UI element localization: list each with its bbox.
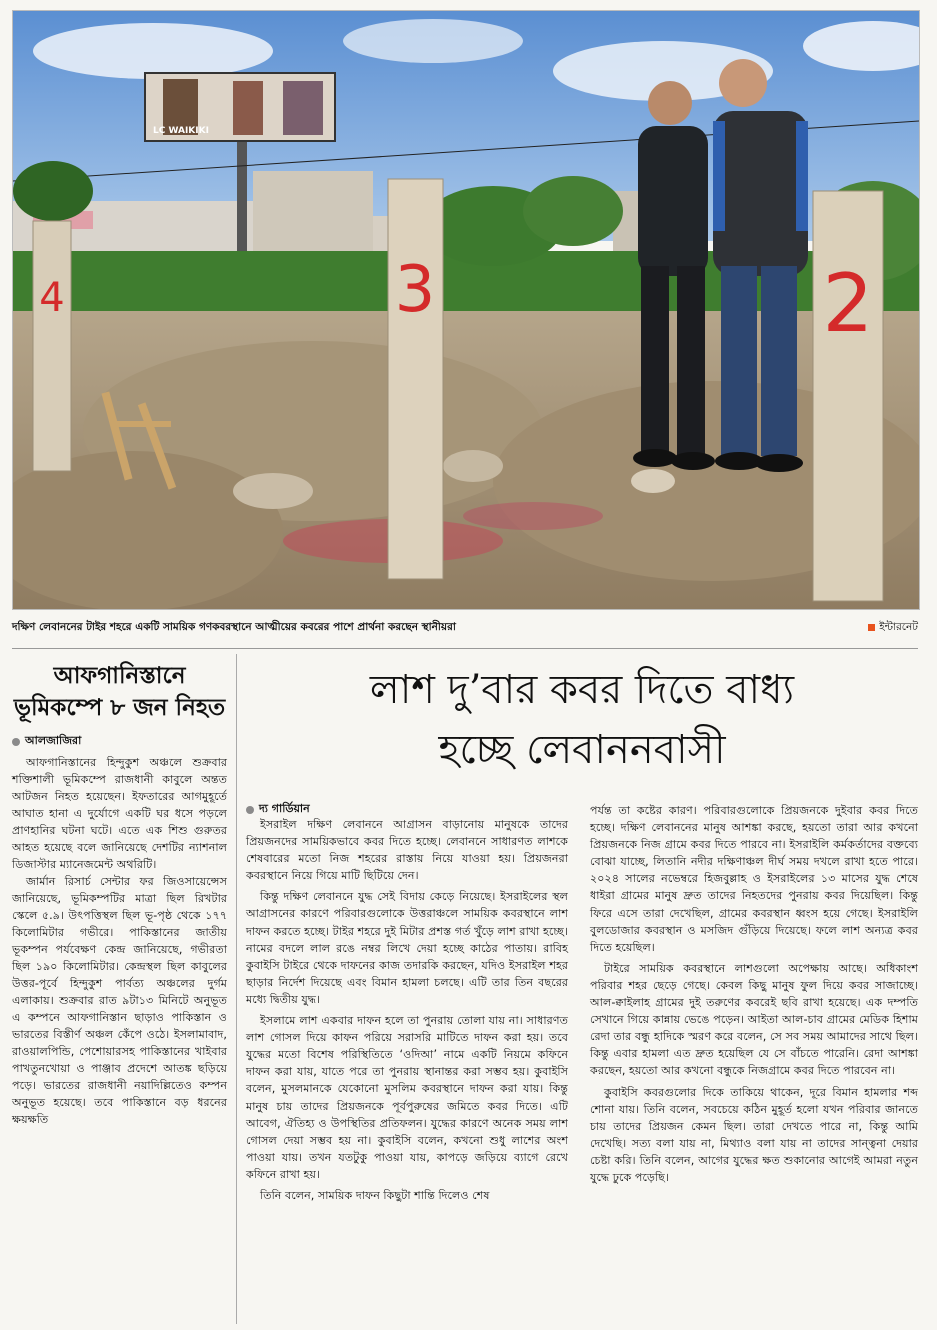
divider-vertical (236, 654, 237, 1324)
photo-credit (868, 617, 918, 637)
source-bullet-icon (12, 738, 20, 746)
photo-caption-row (12, 617, 918, 637)
main-story-paragraph: তিনি বলেন, সাময়িক দাফন কিছুটা শান্তি দিলেও শেষ (260, 1188, 490, 1202)
stake-number-2: 2 (822, 257, 874, 350)
stake-number-3: 3 (394, 253, 436, 327)
headline-line-1: লাশ দু’বার কবর দিতে বাধ্য (369, 667, 795, 713)
main-headline (246, 660, 918, 780)
main-story-paragraph: কিন্তু দক্ষিণ লেবাননে যুদ্ধ সেই বিদায় কেড়ে নিয়েছে। ইসরাইলের স্থল আগ্রাসনের কারণে পরিবারগুলোকে উত্তরাঞ্চলে সাময়িক কবরস্থানে লাশ দাফন করতে হচ্ছে। টাইর শহরে দুই মিটার প্রশস্ত গর্ত খুঁড়ে লাশ রাখা হচ্ছে। নামের বদলে লাল রঙে নম্বর লিখে দেয়া হচ্ছে কাঠের পাতায়। রাবিহ কুবাইসি টাইরে থেকে দাফনের কাজ তদারকি করছেন, যদিও ইসরাইল শহর ছাড়ার নির্দেশ দিয়েছে এবং বিমান হামলা চলছে। এটি তার তিন বছরের মধ্যে দ্বিতীয় যুদ্ধ। (246, 890, 568, 1006)
source-bullet-icon (246, 806, 254, 814)
side-story-title: আফগানিস্তানে ভূমিকম্পে ৮ জন নিহত (13, 663, 226, 721)
side-story (12, 660, 227, 1128)
news-photo (12, 10, 920, 610)
main-story-column-2 (590, 802, 918, 1190)
main-story-paragraph: পর্যন্ত তা কষ্টের কারণ। পরিবারগুলোকে প্রিয়জনকে দুইবার কবর দিতে হচ্ছে। দক্ষিণ লেবাননের মানুষ আশঙ্কা করছে, হয়তো তারা আর কখনো প্রিয়জনকে নিজ গ্রামে কবর দিতে পারবে না। ইসরাইলি কর্মকর্তাদের বক্তব্যে বোঝা যাচ্ছে, লিতানি নদীর দক্ষিণাঞ্চল দীর্ঘ সময় দখলে রাখা হতে পারে। ২০২৪ সালের নভেম্বরে হিজবুল্লাহ ও ইসরাইলের ১৩ মাসের যুদ্ধ শেষে ধাইরা গ্রামের মানুষ দ্রুত তাদের নিহতদের পুনরায় কবর দিয়েছিল। কিন্তু ফিরে এসে তারা দেখেছিল, গ্রামের কবরস্থান ধ্বংস হয়ে গেছে। ইসরাইলি বুলডোজার কবরস্থান ও মসজিদ গুঁড়িয়ে দিয়েছে। ফলে লাশ অন্যত্র কবর দিতে হয়েছিল। (590, 804, 918, 954)
photo-caption: দক্ষিণ লেবাননের টাইর শহরে একটি সাময়িক গণকবরস্থানে আত্মীয়ের কবরের পাশে প্রার্থনা করছেন স্থানীয়রা (12, 621, 456, 633)
side-story-paragraph: জার্মান রিসার্চ সেন্টার ফর জিওসায়েন্সেস জানিয়েছে, ভূমিকম্পটির মাত্রা ছিল রিখটার স্কেলে ৫.৯। উৎপত্তিস্থল ছিল ভূ-পৃষ্ঠ থেকে ১৭৭ কিলোমিটার গভীরে। পাকিস্তানের জাতীয় ভূকম্পন পর্যবেক্ষণ কেন্দ্র জানিয়েছে, গভীরতা ছিল ১৯০ কিলোমিটার। কেন্দ্রস্থল ছিল কাবুলের উত্তর-পূর্বে হিন্দুকুশ পার্বত্য অঞ্চলের দুর্গম এলাকায়। শুক্রবার রাত ৯টা১৩ মিনিটে অনুভূত এ কম্পনে আফগানিস্তান ছাড়াও পাকিস্তান ও ভারতের বিস্তীর্ণ অঞ্চল কেঁপে ওঠে। ইসলামাবাদ, রাওয়ালপিন্ডি, পেশোয়ারসহ পাকিস্তানের খাইবার পাখতুনখোয়া ও পাঞ্জাব প্রদেশে আতঙ্ক ছড়িয়ে পড়ে। ভারতের রাজধানী নয়াদিল্লিতেও কম্পন অনুভূত হয়েছে। তবে পাকিস্তানে বড় ধরনের ক্ষয়ক্ষতি (12, 875, 227, 1126)
main-story-paragraph: ইসলামে লাশ একবার দাফন হলে তা পুনরায় তোলা যায় না। সাধারণত লাশ গোসল দিয়ে কাফন পরিয়ে সরাসরি মাটিতে দাফন করা হয়। তবে যুদ্ধের মতো বিশেষ পরিস্থিতিতে ‘ওদিআ’ নামে একটি নিয়মে কফিনে দাফন করা যায়, যাতে পরে তা পুনরায় স্থানান্তর করা সম্ভব হয়। কুবাইসি বলেন, মুসলমানকে যেকোনো মুসলিম কবরস্থানে দাফন করা যায়। কিন্তু মানুষ চায় তাদের প্রিয়জনকে পূর্বপুরুষের জমিতে কবর দিতে। এটি আবেগ, ঐতিহ্য ও উপস্থিতির প্রতিফলন। যুদ্ধের কারণে অনেক সময় লাশ গোসল দেয়া সম্ভব হয় না। কুবাইসি বলেন, কখনো শুধু লাশের অংশ পাওয়া যায়। তখন যতটুকু পাওয়া যায়, কাপড়ে জড়িয়ে ব্যাগে রেখে কফিনে রাখা হয়। (246, 1014, 568, 1181)
side-story-source-text: আলজাজিরা (25, 734, 82, 747)
stake-number-4: 4 (39, 275, 65, 321)
divider-horizontal (12, 648, 918, 649)
main-story-paragraph: কুবাইসি কবরগুলোর দিকে তাকিয়ে থাকেন, দূরে বিমান হামলার শব্দ শোনা যায়। তিনি বলেন, সবচেয়ে কঠিন মুহূর্ত হলো যখন পরিবার জানতে চায় তাদের প্রিয়জন কেমন ছিল। তারা দেখতে পারে না, কিন্তু আমি দেখেছি। সত্য বলা যায় না, মিথ্যাও বলা যায় না তাদের সান্ত্বনা দেয়ার চেষ্টা করি। তিনি বলেন, আগের যুদ্ধের ক্ষত শুকানোর আগেই আমরা নতুন যুদ্ধে ঢুকে পড়েছি। (590, 1085, 918, 1184)
main-story-source-text: দ্য গার্ডিয়ান (259, 802, 310, 815)
main-story-paragraph: ইসরাইল দক্ষিণ লেবাননে আগ্রাসন বাড়ানোয় মানুষকে তাদের প্রিয়জনদের সাময়িকভাবে কবর দিতে হচ্ছে। লেবাননে সাধারণত লাশকে শেষবারের মতো নিজ শহরের রাস্তায় নিয়ে যাওয়া হয়। প্রিয়জনরা কবরস্থানে নিয়ে গিয়ে মাটি ছিটিয়ে দেন। (246, 818, 568, 883)
credit-marker-icon (868, 624, 875, 631)
main-story-column-1 (246, 816, 568, 1208)
headline-line-2: হচ্ছে লেবাননবাসী (438, 727, 726, 773)
side-story-source (12, 732, 227, 751)
cemetery-scene (13, 11, 919, 609)
grave-stake-2 (813, 191, 883, 601)
side-story-body (12, 754, 227, 1128)
main-story-paragraph: টাইরে সাময়িক কবরস্থানে লাশগুলো অপেক্ষায় আছে। অধিকাংশ পরিবার শহর ছেড়ে গেছে। কেবল কিছু মানুষ ফুল দিয়ে কবর সাজাচ্ছে। আল-ক্বাইলাহ গ্রামের দুই তরুণের কবরেই ছবি রাখা হয়েছে। এক দম্পতি সেখানে গিয়ে কান্নায় ভেঙে পড়েন। আইতা আল-চাব গ্রামের মেডিক হিশাম রেদা তার বন্ধু হাদিকে স্মরণ করে বলেন, সে সব সময় আমাদের সাথে ছিল। কিন্তু এবার হামলা এত দ্রুত হয়েছিল যে সে বাঁচতে পারেনি। রেদা আশঙ্কা করছেন, হয়তো আর কখনো বন্ধুকে নিজগ্রামে কবর দিতে পারবেন না। (590, 961, 918, 1078)
photo-credit-text: ইন্টারনেট (879, 621, 918, 633)
billboard-text: LC WAIKIKI (153, 126, 209, 136)
side-story-paragraph: আফগানিস্তানের হিন্দুকুশ অঞ্চলে শুক্রবার শক্তিশালী ভূমিকম্পে রাজধানী কাবুলে অন্তত আটজন নিহত হয়েছেন। ইফতারের আগমুহূর্তে আঘাত হানা এ দুর্যোগে একটি ঘর ধসে পড়লে প্রাণহানির ঘটনা ঘটে। এতে এক শিশু গুরুতর আহত হয়েছে বলে জানিয়েছে দেশটির ন্যাশনাল ডিজাস্টার ম্যানেজমেন্ট অথরিটি। (12, 756, 227, 871)
grave-stake-4 (33, 221, 71, 471)
grave-stake-3 (388, 179, 443, 579)
